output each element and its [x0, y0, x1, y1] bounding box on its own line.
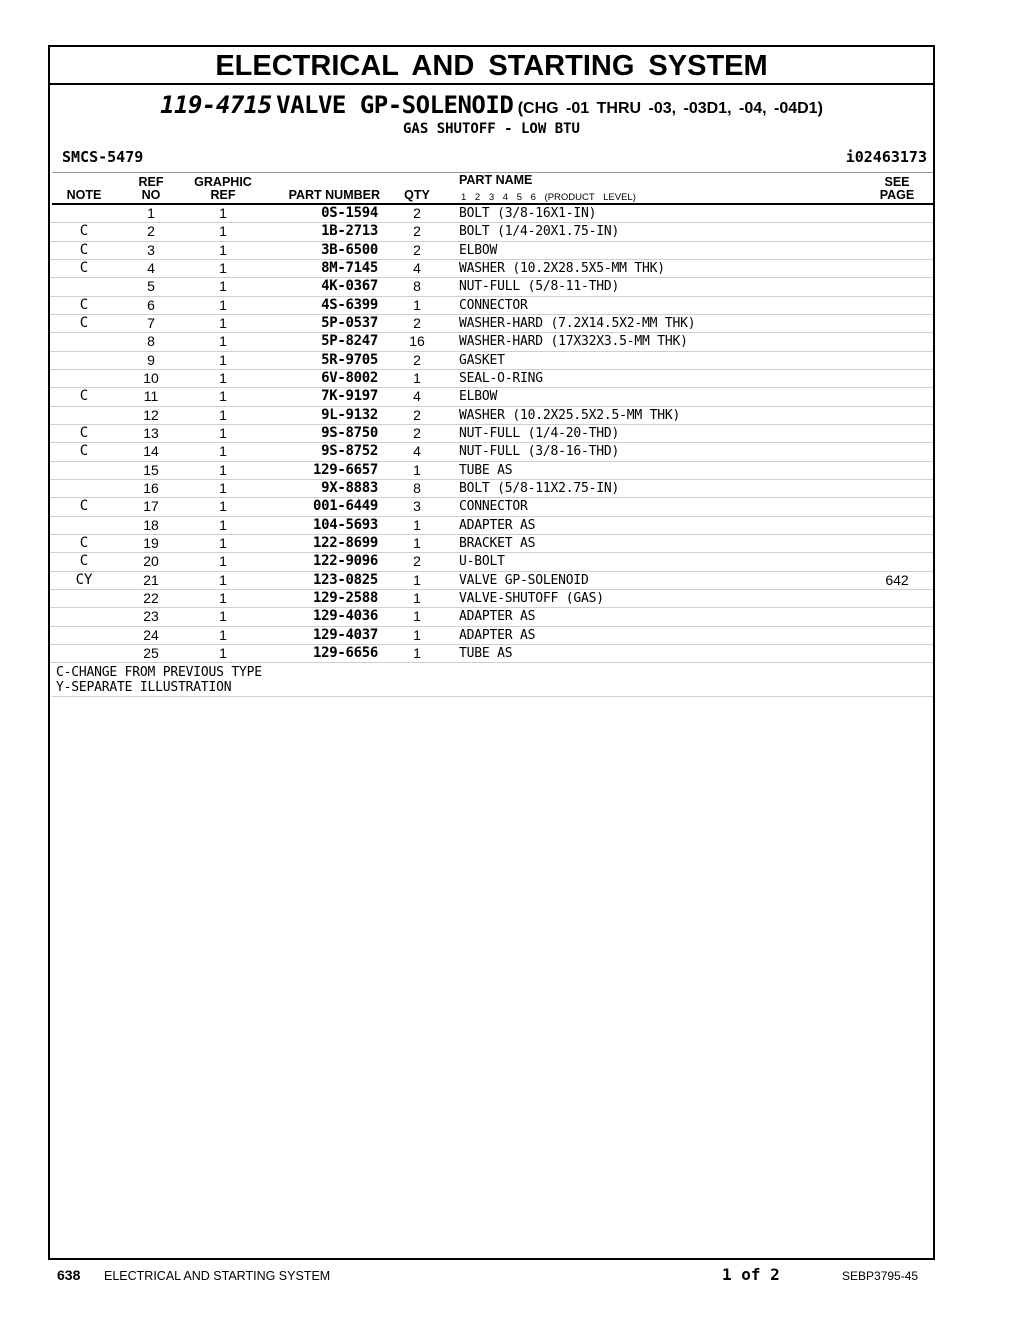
parts-list-frame [48, 45, 935, 1260]
ref-no-cell: 22 [143, 589, 159, 606]
table-row [50, 352, 933, 370]
group-part-number: 119-4715 [160, 91, 272, 119]
table-row [50, 388, 933, 406]
header-graphic-ref-line1: GRAPHIC [194, 175, 252, 189]
part-number-cell: 129-2588 [312, 589, 378, 606]
ref-no-cell: 6 [147, 296, 155, 313]
graphic-ref-cell: 1 [219, 205, 227, 221]
ref-no-cell: 10 [143, 369, 159, 386]
qty-cell: 1 [413, 626, 421, 643]
part-number-cell: 129-6656 [312, 644, 378, 661]
table-row [50, 553, 933, 571]
part-name-cell: BOLT (3/8-16X1-IN) [459, 206, 597, 221]
qty-cell: 1 [413, 296, 421, 313]
header-product-levels: 1 2 3 4 5 6 (PRODUCT LEVEL) [461, 192, 636, 203]
note-cell: C [79, 498, 89, 515]
ref-no-cell: 18 [143, 516, 159, 533]
header-ref-no-line2: NO [141, 188, 161, 202]
part-name-cell: NUT-FULL (5/8-11-THD) [459, 279, 620, 295]
table-row [50, 205, 933, 223]
part-number-cell: 9S-8752 [321, 443, 378, 460]
note-cell: CY [75, 571, 93, 588]
table-row [50, 278, 933, 296]
note-cell: C [79, 296, 89, 313]
part-name-cell: ADAPTER AS [459, 627, 536, 643]
part-number-cell: 8M-7145 [321, 259, 378, 276]
ref-no-cell: 8 [147, 333, 155, 350]
graphic-ref-cell: 1 [219, 369, 227, 386]
qty-cell: 4 [413, 443, 421, 460]
part-name-cell: NUT-FULL (3/8-16-THD) [459, 444, 620, 460]
qty-cell: 3 [413, 498, 421, 515]
part-number-cell: 5R-9705 [321, 351, 378, 368]
part-name-cell: WASHER-HARD (17X32X3.5-MM THK) [459, 334, 688, 350]
ref-no-cell: 14 [143, 443, 159, 460]
part-name-cell: WASHER-HARD (7.2X14.5X2-MM THK) [459, 315, 696, 331]
part-name-cell: GASKET [459, 352, 505, 368]
table-row [50, 572, 933, 590]
qty-cell: 8 [413, 479, 421, 496]
table-row [50, 608, 933, 626]
note-separate-illustration: Y-SEPARATE ILLUSTRATION [56, 680, 232, 695]
ref-no-cell: 12 [143, 406, 159, 423]
graphic-ref-cell: 1 [219, 259, 227, 276]
part-name-cell: NUT-FULL (1/4-20-THD) [459, 425, 620, 441]
note-cell: C [79, 534, 89, 551]
ref-no-cell: 21 [143, 571, 159, 588]
part-name-cell: ELBOW [459, 389, 498, 405]
notes-divider [52, 696, 933, 697]
graphic-ref-cell: 1 [219, 424, 227, 441]
header-qty: QTY [404, 188, 430, 202]
footer-section: ELECTRICAL AND STARTING SYSTEM [104, 1269, 331, 1283]
ref-no-cell: 16 [143, 479, 159, 496]
note-change: C-CHANGE FROM PREVIOUS TYPE [56, 665, 262, 680]
qty-cell: 1 [413, 516, 421, 533]
qty-cell: 1 [413, 461, 421, 478]
graphic-ref-cell: 1 [219, 388, 227, 405]
qty-cell: 1 [413, 644, 421, 661]
qty-cell: 1 [413, 589, 421, 606]
graphic-ref-cell: 1 [219, 516, 227, 533]
table-row [50, 535, 933, 553]
header-see-page-line2: PAGE [879, 188, 915, 202]
footer-page-count: 1 of 2 [722, 1265, 780, 1284]
graphic-ref-cell: 1 [219, 314, 227, 331]
qty-cell: 2 [413, 406, 421, 423]
qty-cell: 4 [413, 259, 421, 276]
ref-no-cell: 11 [143, 388, 159, 405]
part-name-cell: WASHER (10.2X25.5X2.5-MM THK) [459, 407, 681, 423]
table-row [50, 333, 933, 351]
table-row [50, 590, 933, 608]
table-row [50, 462, 933, 480]
group-change-range: (CHG -01 THRU -03, -03D1, -04, -04D1) [517, 100, 823, 117]
table-row [50, 223, 933, 241]
qty-cell: 2 [413, 205, 421, 221]
part-number-cell: 9L-9132 [321, 406, 378, 423]
graphic-ref-cell: 1 [219, 498, 227, 515]
graphic-ref-cell: 1 [219, 351, 227, 368]
part-name-cell: ADAPTER AS [459, 517, 536, 533]
ref-no-cell: 20 [143, 553, 159, 570]
ref-no-cell: 13 [143, 424, 159, 441]
ref-no-cell: 9 [147, 351, 155, 368]
part-number-cell: 122-8699 [312, 534, 378, 551]
part-name-cell: CONNECTOR [459, 297, 528, 313]
part-name-cell: SEAL-O-RING [459, 370, 543, 386]
note-cell: C [79, 314, 89, 331]
parts-table-body [50, 205, 933, 663]
graphic-ref-cell: 1 [219, 241, 227, 258]
qty-cell: 2 [413, 424, 421, 441]
part-number-cell: 129-4036 [312, 608, 378, 625]
ref-no-cell: 3 [147, 241, 155, 258]
table-row [50, 315, 933, 333]
table-row [50, 645, 933, 663]
qty-cell: 2 [413, 351, 421, 368]
header-graphic-ref-line2: REF [210, 188, 236, 202]
group-name: VALVE GP-SOLENOID [276, 91, 514, 119]
graphic-ref-cell: 1 [219, 406, 227, 423]
ref-no-cell: 23 [143, 608, 159, 625]
qty-cell: 1 [413, 571, 421, 588]
part-name-cell: BOLT (5/8-11X2.75-IN) [459, 480, 620, 496]
qty-cell: 1 [413, 534, 421, 551]
qty-cell: 1 [413, 369, 421, 386]
part-name-cell: BRACKET AS [459, 535, 536, 551]
part-number-cell: 5P-0537 [321, 314, 378, 331]
part-number-cell: 122-9096 [312, 553, 378, 570]
graphic-ref-cell: 1 [219, 608, 227, 625]
header-ref-no-line1: REF [138, 175, 164, 189]
part-number-cell: 7K-9197 [321, 388, 378, 405]
part-number-cell: 6V-8002 [321, 369, 378, 386]
header-part-name: PART NAME [459, 173, 533, 187]
table-row [50, 407, 933, 425]
graphic-ref-cell: 1 [219, 479, 227, 496]
qty-cell: 2 [413, 223, 421, 240]
table-row [50, 260, 933, 278]
part-number-cell: 129-4037 [312, 626, 378, 643]
header-ref-no [130, 176, 172, 202]
qty-cell: 2 [413, 241, 421, 258]
ref-no-cell: 24 [143, 626, 159, 643]
notes-legend [56, 665, 262, 695]
graphic-ref-cell: 1 [219, 589, 227, 606]
part-name-cell: CONNECTOR [459, 499, 528, 515]
note-cell: C [79, 553, 89, 570]
part-name-cell: VALVE GP-SOLENOID [459, 572, 589, 588]
footer-document-number: SEBP3795-45 [842, 1269, 919, 1283]
part-number-cell: 129-6657 [312, 461, 378, 478]
ref-no-cell: 1 [147, 205, 155, 221]
group-subtitle: GAS SHUTOFF - LOW BTU [402, 121, 580, 137]
ref-no-cell: 2 [147, 223, 155, 240]
part-number-cell: 5P-8247 [321, 333, 378, 350]
part-name-cell: VALVE-SHUTOFF (GAS) [459, 590, 604, 606]
document-id: i02463173 [845, 148, 927, 166]
part-number-cell: 104-5693 [312, 516, 378, 533]
note-cell: C [79, 443, 89, 460]
table-row [50, 297, 933, 315]
ref-no-cell: 7 [147, 314, 155, 331]
qty-cell: 8 [413, 278, 421, 295]
graphic-ref-cell: 1 [219, 534, 227, 551]
header-note: NOTE [66, 188, 102, 202]
part-number-cell: 123-0825 [312, 571, 378, 588]
part-name-cell: BOLT (1/4-20X1.75-IN) [459, 224, 620, 240]
part-number-cell: 1B-2713 [321, 223, 378, 240]
part-number-cell: 4K-0367 [321, 278, 378, 295]
graphic-ref-cell: 1 [219, 553, 227, 570]
qty-cell: 2 [413, 553, 421, 570]
table-row [50, 370, 933, 388]
graphic-ref-cell: 1 [219, 333, 227, 350]
part-name-cell: TUBE AS [459, 462, 513, 478]
header-see-page [868, 176, 926, 202]
ref-no-cell: 19 [143, 534, 159, 551]
part-name-cell: U-BOLT [459, 554, 505, 570]
table-row [50, 517, 933, 535]
qty-cell: 16 [409, 333, 425, 350]
smcs-code: SMCS-5479 [62, 148, 144, 166]
ref-no-cell: 17 [143, 498, 159, 515]
header-see-page-line1: SEE [884, 175, 910, 189]
part-number-cell: 0S-1594 [321, 205, 378, 221]
note-cell: C [79, 223, 89, 240]
group-title [50, 91, 933, 123]
graphic-ref-cell: 1 [219, 644, 227, 661]
graphic-ref-cell: 1 [219, 626, 227, 643]
graphic-ref-cell: 1 [219, 278, 227, 295]
part-number-cell: 001-6449 [312, 498, 378, 515]
part-name-cell: TUBE AS [459, 645, 513, 661]
graphic-ref-cell: 1 [219, 461, 227, 478]
note-cell: C [79, 424, 89, 441]
title-divider [50, 83, 933, 85]
ref-no-cell: 25 [143, 644, 159, 661]
ref-no-cell: 15 [143, 461, 159, 478]
graphic-ref-cell: 1 [219, 443, 227, 460]
header-part-number: PART NUMBER [288, 188, 380, 202]
table-row [50, 498, 933, 516]
header-graphic-ref [186, 176, 260, 202]
part-name-cell: ADAPTER AS [459, 609, 536, 625]
note-cell: C [79, 388, 89, 405]
section-title: ELECTRICAL AND STARTING SYSTEM [215, 50, 768, 82]
part-number-cell: 9S-8750 [321, 424, 378, 441]
part-name-cell: WASHER (10.2X28.5X5-MM THK) [459, 260, 665, 276]
see-page-cell: 642 [885, 571, 909, 588]
table-row [50, 425, 933, 443]
ref-no-cell: 5 [147, 278, 155, 295]
part-number-cell: 9X-8883 [321, 479, 378, 496]
table-row [50, 443, 933, 461]
qty-cell: 4 [413, 388, 421, 405]
part-number-cell: 4S-6399 [321, 296, 378, 313]
part-number-cell: 3B-6500 [321, 241, 378, 258]
graphic-ref-cell: 1 [219, 571, 227, 588]
qty-cell: 2 [413, 314, 421, 331]
part-name-cell: ELBOW [459, 242, 498, 258]
ref-no-cell: 4 [147, 259, 155, 276]
footer-page-number: 638 [57, 1267, 81, 1283]
table-row [50, 627, 933, 645]
table-row [50, 242, 933, 260]
qty-cell: 1 [413, 608, 421, 625]
graphic-ref-cell: 1 [219, 296, 227, 313]
graphic-ref-cell: 1 [219, 223, 227, 240]
note-cell: C [79, 259, 89, 276]
note-cell: C [79, 241, 89, 258]
table-row [50, 480, 933, 498]
